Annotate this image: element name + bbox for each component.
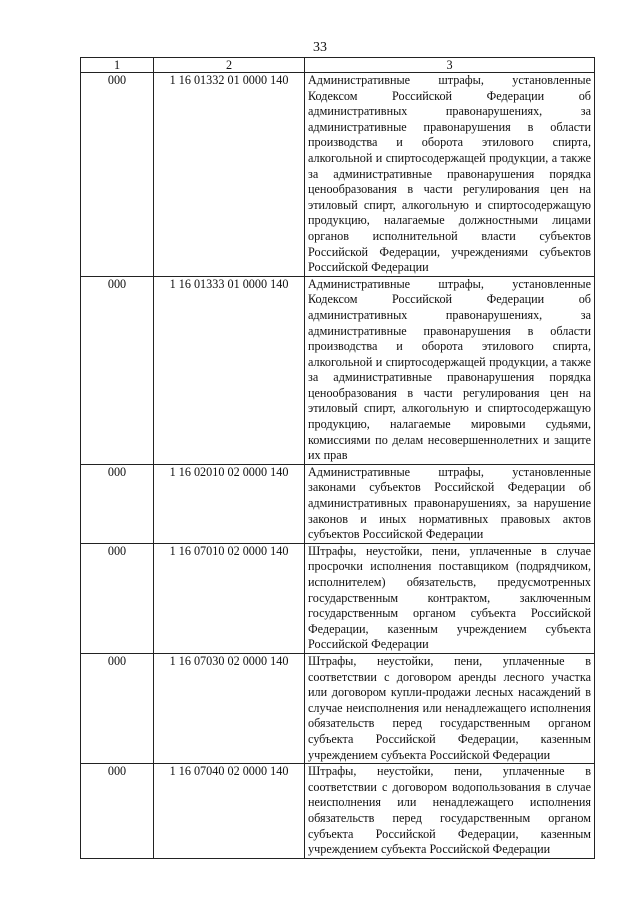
income-code-cell: 1 16 07010 02 0000 140 <box>154 543 305 653</box>
admin-code-cell: 000 <box>81 464 154 543</box>
admin-code-cell: 000 <box>81 73 154 277</box>
budget-classification-table <box>80 57 595 859</box>
income-code-cell: 1 16 07030 02 0000 140 <box>154 653 305 763</box>
income-code-cell: 1 16 07040 02 0000 140 <box>154 764 305 859</box>
admin-code-cell: 000 <box>81 653 154 763</box>
income-code-cell: 1 16 01333 01 0000 140 <box>154 276 305 464</box>
page-number: 33 <box>313 40 327 55</box>
admin-code-cell: 000 <box>81 764 154 859</box>
income-code-cell: 1 16 02010 02 0000 140 <box>154 464 305 543</box>
income-name-cell: Административные штрафы, установленные Кодексом Российской Федерации об административных правонарушениях, за административные правонарушения в области производства и оборота этилового спирта, алкогольной и спиртосодержащей продукции, а также за административные правонарушения порядка ценообразования в части регулирования цен на этиловый спирт, алкогольную и спиртосодержащую продукцию, налагаемые должностными лицами органов исполнительной власти субъектов Российской Федерации, учреждениями субъектов Российской Федерации <box>305 73 595 277</box>
income-name-cell: Штрафы, неустойки, пени, уплаченные в соответствии с договором водопользования в случае неисполнения или ненадлежащего исполнения обязательств перед государственным органом субъекта Российской Федерации, казенным учреждением субъекта Российской Федерации <box>305 764 595 859</box>
column-header-2: 2 <box>154 58 305 73</box>
table-header-row <box>81 58 595 73</box>
table-row <box>81 543 595 653</box>
column-header-1: 1 <box>81 58 154 73</box>
income-name-cell: Штрафы, неустойки, пени, уплаченные в соответствии с договором аренды лесного участка или договором купли-продажи лесных насаждений в случае неисполнения или ненадлежащего исполнения обязательств перед государственным органом субъекта Российской Федерации, казенным учреждением субъекта Российской Федерации <box>305 653 595 763</box>
income-name-cell: Административные штрафы, установленные Кодексом Российской Федерации об административных правонарушениях, за административные правонарушения в области производства и оборота этилового спирта, алкогольной и спиртосодержащей продукции, а также за административные правонарушения порядка ценообразования в части регулирования цен на этиловый спирт, алкогольную и спиртосодержащую продукцию, налагаемые мировыми судьями, комиссиями по делам несовершеннолетних и защите их прав <box>305 276 595 464</box>
column-header-3: 3 <box>305 58 595 73</box>
table-row <box>81 73 595 277</box>
table-row <box>81 464 595 543</box>
income-code-cell: 1 16 01332 01 0000 140 <box>154 73 305 277</box>
income-name-cell: Административные штрафы, установленные законами субъектов Российской Федерации об административных правонарушениях, за нарушение законов и иных нормативных правовых актов субъектов Российской Федерации <box>305 464 595 543</box>
table-row <box>81 653 595 763</box>
admin-code-cell: 000 <box>81 543 154 653</box>
admin-code-cell: 000 <box>81 276 154 464</box>
table-row <box>81 764 595 859</box>
table-row <box>81 276 595 464</box>
income-name-cell: Штрафы, неустойки, пени, уплаченные в случае просрочки исполнения поставщиком (подрядчиком, исполнителем) обязательств, предусмотренных государственным контрактом, заключенным государственным органом субъекта Российской Федерации, казенным учреждением субъекта Российской Федерации <box>305 543 595 653</box>
